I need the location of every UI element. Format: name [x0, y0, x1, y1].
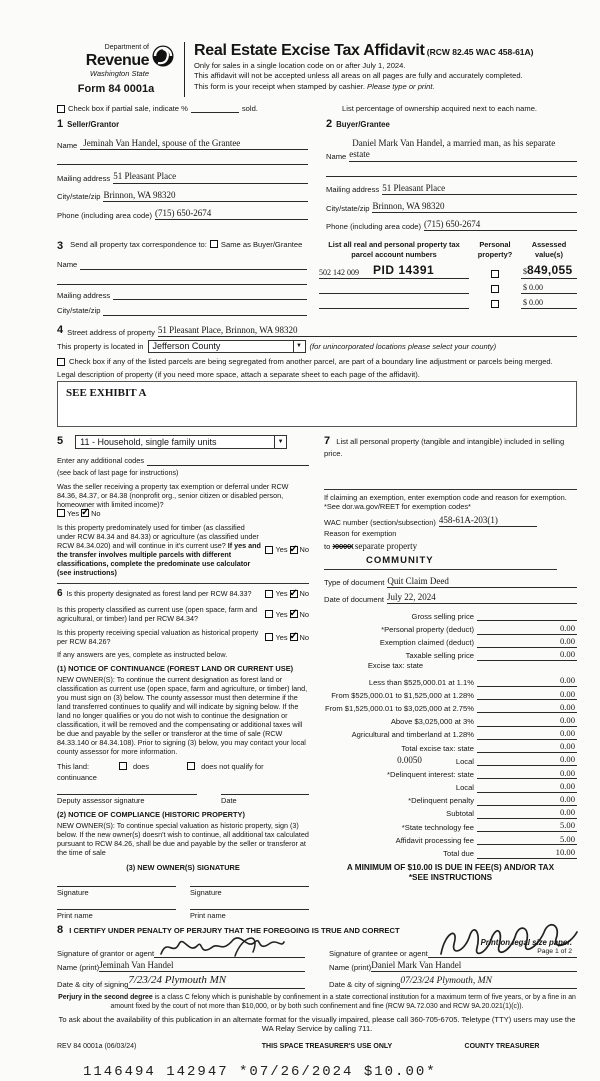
tax-row-label: Total due: [443, 849, 474, 859]
corr-mailing-field[interactable]: [113, 291, 307, 300]
tax-row-value[interactable]: 0.00: [477, 623, 577, 635]
tax-row-value[interactable]: 0.00: [477, 649, 577, 661]
q5-no-checkbox[interactable]: [290, 633, 298, 641]
tax-row-value[interactable]: 0.00: [477, 728, 577, 740]
tax-row-value[interactable]: 0.00: [477, 794, 577, 806]
does-not-checkbox[interactable]: [187, 762, 195, 770]
q2-no-label: No: [299, 545, 309, 555]
dor-logo: [57, 42, 175, 97]
q5-yes-checkbox[interactable]: [265, 633, 273, 641]
date-of-document-value[interactable]: July 22, 2024: [386, 591, 436, 602]
tax-row-label: Local: [455, 783, 474, 793]
type-of-document-label: Type of document: [324, 578, 385, 588]
additional-codes-label: Enter any additional codes: [57, 456, 145, 466]
tax-row-label: Total excise tax: state: [401, 743, 474, 753]
tax-row: [324, 648, 577, 661]
owner-print-name-line-2[interactable]: [190, 909, 309, 920]
local-tax-row: [324, 753, 577, 766]
q2-yes-label: Yes: [275, 545, 288, 555]
timber-ag-question-bold: If yes and the transfer involves multiple parcels with different classifications, complete the predominate use calculator (see instructions): [57, 540, 261, 577]
county-dropdown[interactable]: [148, 340, 306, 353]
tax-row-label: Subtotal: [446, 809, 474, 819]
county-treasurer-label: COUNTY TREASURER: [464, 1042, 540, 1050]
grantor-name-print-value[interactable]: Jeminah Van Handel: [99, 959, 174, 970]
rev-form-code: REV 84 0001a (06/03/24): [57, 1042, 137, 1050]
tax-row: [324, 793, 577, 806]
owner-print-name-label-1: Print name: [57, 911, 93, 921]
q2-yes-checkbox[interactable]: [265, 546, 273, 554]
tax-row-label: Above $3,025,000 at 3%: [390, 717, 474, 727]
q5-yes-label: Yes: [275, 632, 288, 642]
section6-divider: [57, 583, 309, 584]
q3-yes-checkbox[interactable]: [265, 590, 273, 598]
reason-post[interactable]: separate property: [354, 540, 418, 551]
tax-row-label: From $1,525,000.01 to $3,025,000 at 2.75%: [324, 703, 474, 713]
buyer-phone-label: Phone (including area code): [326, 221, 421, 231]
tax-row: [324, 621, 577, 634]
buyer-section-title: Buyer/Grantee: [336, 120, 390, 130]
seller-name-label: Name: [57, 140, 78, 150]
corr-name-field[interactable]: [80, 261, 307, 270]
tax-row-label: *Personal property (deduct): [381, 625, 474, 635]
seller-section-title: Seller/Grantor: [67, 120, 120, 130]
grantee-name-print-value[interactable]: Daniel Mark Van Handel: [371, 959, 462, 970]
tax-row-value[interactable]: 0.00: [477, 636, 577, 648]
this-land-label: This land:: [57, 761, 90, 771]
tax-computation-table: [324, 608, 577, 858]
personal-property-checkbox-2[interactable]: [491, 285, 499, 293]
reason-pre: to: [324, 541, 331, 551]
tax-correspondence-section: [57, 240, 307, 315]
segregated-checkbox[interactable]: [57, 358, 65, 366]
tax-row-label: Taxable selling price: [405, 651, 474, 661]
partial-sale-sold-label: sold.: [241, 103, 258, 113]
washington-state-label: Washington State: [89, 68, 149, 78]
form-number: Form 84 0001a: [77, 83, 155, 96]
grantor-name-print-label: Name (print): [57, 962, 100, 972]
does-checkbox[interactable]: [119, 762, 127, 770]
tax-row-label: Exemption claimed (deduct): [379, 638, 474, 648]
partial-sale-percent-field[interactable]: [191, 112, 239, 113]
perjury-note: is a class C felony which is punishable by confinement in a state correctional institution for a maximum term of five years, or by a fine in an amount fixed by the court of not more than $10,000, or by both such confinement and fine (RCW 9A.72.030 and RCW 9A.20.021(1)(c)).: [110, 994, 576, 1010]
section8-number: 8: [57, 924, 64, 937]
tax-row-value[interactable]: 0.00: [477, 781, 577, 793]
legal-description-label: Legal description of property (if you need more space, attach a separate sheet to each page of the affidavit).: [57, 369, 420, 379]
buyer-city-label: City/state/zip: [326, 203, 370, 213]
tax-row: [324, 674, 577, 687]
treasurer-receipt-stamp: 1146494 142947 *07/26/2024 $10.00*: [83, 1063, 437, 1080]
notice-continuance-body: NEW OWNER(S): To continue the current designation as forest land or classification as current use (open space, farm and agriculture, or timber) land, you must sign on (3) below. The county assessor must then determine if the land transferred continues to qualify and will indicate by signing below. If the land no longer qualifies or you do not wish to continue the designation or classification, it will be removed and the compensating or additional taxes will be due and payable by the seller or transferor at the time of sale (RCW 84.33.140 or 84.34.108). Prior to signing (3) below, you may contact your local county assessor for more information.: [57, 674, 308, 756]
form-header: [57, 42, 577, 97]
seller-mailing-label: Mailing address: [57, 174, 111, 184]
owner-print-name-label-2: Print name: [190, 911, 226, 921]
does-not-label: does not qualify for: [201, 761, 264, 771]
reason-insert-community[interactable]: COMMUNITY: [366, 554, 434, 566]
local-label: Local: [455, 756, 474, 766]
q4-yes-label: Yes: [275, 609, 288, 619]
certify-statement: I CERTIFY UNDER PENALTY OF PERJURY THAT THE FOREGOING IS TRUE AND CORRECT: [69, 926, 400, 936]
perjury-note-bold: Perjury in the second degree: [58, 994, 153, 1002]
date-of-document-label: Date of document: [324, 594, 384, 604]
street-address-label: Street address of property: [67, 327, 155, 337]
parcel-number-1[interactable]: 502 142 009: [319, 267, 359, 277]
notice-continuance-title: (1) NOTICE OF CONTINUANCE (FOREST LAND OR CURRENT USE): [57, 664, 294, 674]
additional-codes-field[interactable]: [147, 457, 309, 466]
if-yes-instruction: If any answers are yes, complete as instructed below.: [57, 650, 228, 660]
seller-mailing-value[interactable]: 51 Pleasant Place: [113, 171, 177, 182]
notice-compliance-title: (2) NOTICE OF COMPLIANCE (HISTORIC PROPERTY): [57, 810, 245, 820]
corr-name-label: Name: [57, 260, 78, 270]
header-note-3: This form is your receipt when stamped by cashier.: [194, 81, 368, 91]
tax-row-value[interactable]: 0.00: [477, 675, 577, 687]
seller-phone-label: Phone (including area code): [57, 210, 152, 220]
tax-row-value[interactable]: 0.00: [477, 741, 577, 753]
tax-row: [324, 700, 577, 713]
tax-row-label: Gross selling price: [411, 611, 474, 621]
assessed-values-header: Assessed value(s): [531, 240, 567, 259]
personal-property-checkbox-1[interactable]: [491, 270, 499, 278]
buyer-name-extra-line[interactable]: [326, 168, 577, 177]
tax-row-label: From $525,000.01 to $1,525,000 at 1.28%: [331, 690, 474, 700]
segregated-label: Check box if any of the listed parcels are being segregated from another parcel, are part of a boundary line adjustment or parcels being merged.: [69, 357, 553, 367]
assessed-value-1[interactable]: 849,055: [527, 262, 573, 277]
q1-no-checkbox[interactable]: [81, 509, 89, 517]
forest-land-question: Is this property designated as forest land per RCW 84.33?: [66, 588, 252, 598]
land-use-dropdown-arrow-icon[interactable]: ▼: [274, 436, 286, 448]
seller-name-extra-line[interactable]: [57, 156, 308, 165]
historical-property-question: Is this property receiving special valuation as historical property per RCW 84.26?: [57, 628, 259, 647]
tax-row: [324, 819, 577, 832]
q3-no-label: No: [299, 589, 309, 599]
grantee-date-city-label: Date & city of signing: [329, 979, 401, 989]
tax-row-label: *Delinquent interest: state: [387, 769, 474, 779]
section7-label: List all personal property (tangible and intangible) included in selling price.: [324, 437, 565, 459]
tax-row: [324, 740, 577, 753]
reason-underline: [324, 569, 557, 570]
excise-tax-state-header: Excise tax: state: [367, 660, 424, 670]
section5-number: 5: [57, 435, 64, 448]
tax-row: [324, 687, 577, 700]
tax-row: [324, 832, 577, 845]
personal-property-checkbox-3[interactable]: [491, 300, 499, 308]
grantee-date-city-value[interactable]: 07/23/24 Plymouth, MN: [400, 976, 492, 987]
tax-row-label: Agricultural and timberland at 1.28%: [351, 730, 474, 740]
treasurer-use-only-label: THIS SPACE TREASURER'S USE ONLY: [261, 1042, 393, 1050]
tax-row-label: *Delinquent penalty: [408, 796, 474, 806]
tax-row: [324, 779, 577, 792]
grantor-date-city-value[interactable]: 7/23/24 Plymouth MN: [128, 974, 227, 987]
street-address-value[interactable]: 51 Pleasant Place, Brinnon, WA 98320: [157, 325, 298, 336]
tax-row-value[interactable]: 0.00: [477, 807, 577, 819]
section7-number: 7: [324, 435, 331, 448]
q3-yes-label: Yes: [275, 589, 288, 599]
tax-row: [324, 608, 577, 621]
seller-city-label: City/state/zip: [57, 192, 101, 202]
corr-mailing-label: Mailing address: [57, 290, 111, 300]
seller-city-value[interactable]: Brinnon, WA 98320: [103, 189, 176, 200]
assessed-currency-1: $: [523, 266, 527, 276]
right-column: [324, 435, 577, 920]
section4-number: 4: [57, 323, 64, 336]
q3-no-checkbox[interactable]: [290, 590, 298, 598]
buyer-name-label: Name: [326, 152, 347, 162]
form-rcw: (RCW 82.45 WAC 458-61A): [426, 47, 534, 57]
legal-description-value: SEE EXHIBIT A: [66, 387, 147, 400]
located-in-note: (for unincorporated locations please select your county): [309, 342, 497, 352]
section3-label: Send all property tax correspondence to:: [70, 240, 207, 250]
tax-row-value[interactable]: 0.00: [477, 715, 577, 727]
owner-signature-line-2[interactable]: [190, 886, 309, 897]
q1-no-label: No: [91, 508, 101, 518]
deputy-assessor-label: Deputy assessor signature: [57, 796, 145, 806]
grantee-signature-label: Signature of grantee or agent: [329, 948, 428, 958]
owner-signature-label-1: Signature: [57, 887, 89, 897]
same-as-buyer-label: Same as Buyer/Grantee: [220, 240, 303, 250]
minimum-due-note: A MINIMUM OF $10.00 IS DUE IN FEE(S) AND/OR TAX: [346, 862, 555, 872]
tax-row-value[interactable]: [477, 620, 577, 621]
continuance-label: continuance: [57, 772, 97, 782]
does-label: does: [133, 761, 150, 771]
partial-sale-label: Check box if partial sale, indicate %: [68, 103, 188, 113]
local-tax-value[interactable]: 0.00: [477, 754, 577, 766]
dor-swirl-icon: [151, 44, 175, 68]
buyer-mailing-value[interactable]: 51 Pleasant Place: [382, 182, 446, 193]
q2-no-checkbox[interactable]: [290, 546, 298, 554]
current-use-question: Is this property classified as current use (open space, farm and agricultural, or timber) land per RCW 84.34?: [57, 605, 258, 624]
exemption-divider: [324, 489, 577, 490]
q1-yes-checkbox[interactable]: [57, 509, 65, 517]
see-instructions-note: *SEE INSTRUCTIONS: [408, 872, 493, 882]
alternate-format-note: To ask about the availability of this publication in an alternate format for the visually impaired, please call 360-705-6705. Teletype (TTY) users may use the WA Relay Service by calling 711.: [58, 1014, 576, 1034]
same-as-buyer-checkbox[interactable]: [210, 240, 218, 248]
print-legal-size-note: Print on legal size paper.: [480, 938, 572, 947]
parcel-pid-stamp: PID 14391: [373, 262, 435, 277]
corr-name-extra-line[interactable]: [57, 276, 307, 285]
tax-row-value[interactable]: 5.00: [477, 834, 577, 846]
tax-row-label: *State technology fee: [401, 822, 474, 832]
page-number: Page 1 of 2: [537, 947, 572, 955]
parcel-list: [319, 240, 577, 315]
property-section: [57, 324, 577, 428]
grantor-signature-label: Signature of grantor or agent: [57, 948, 155, 958]
local-rate-value[interactable]: 0.0050: [397, 754, 422, 765]
seller-name-value[interactable]: Jeminah Van Handel, spouse of the Grantee: [83, 138, 241, 149]
tax-row-value[interactable]: 0.00: [477, 702, 577, 714]
grantee-name-print-label: Name (print): [329, 962, 372, 972]
county-dropdown-value: Jefferson County: [152, 341, 221, 352]
dept-of-label: Department of: [104, 44, 149, 51]
assessed-value-2[interactable]: $ 0.00: [523, 282, 543, 292]
exemption-note: If claiming an exemption, enter exemption code and reason for exemption. *See dor.wa.gov/REET for exemption codes*: [324, 492, 567, 511]
tax-row-label: Affidavit processing fee: [395, 835, 474, 845]
tax-row: [324, 766, 577, 779]
personal-property-header: Personal property?: [477, 240, 513, 259]
header-note-2: This affidavit will not be accepted unless all areas on all pages are fully and accurately completed.: [194, 71, 523, 81]
reason-exemption-label: Reason for exemption: [324, 529, 397, 539]
buyer-phone-value[interactable]: (715) 650-2674: [424, 219, 481, 230]
corr-city-field[interactable]: [103, 307, 307, 316]
partial-sale-checkbox[interactable]: [57, 105, 65, 113]
see-back-note: (see back of last page for instructions): [57, 467, 179, 477]
deputy-date-line[interactable]: [221, 794, 309, 805]
tax-row-value[interactable]: 0.00: [477, 768, 577, 780]
owner-signature-label-2: Signature: [190, 887, 222, 897]
tax-row: [324, 727, 577, 740]
wac-number-label: WAC number (section/subsection): [324, 518, 436, 528]
new-owners-signature-title: (3) NEW OWNER(S) SIGNATURE: [126, 862, 240, 872]
q4-no-checkbox[interactable]: [290, 610, 298, 618]
header-note-3-italic: Please type or print.: [367, 81, 435, 91]
corr-city-label: City/state/zip: [57, 306, 101, 316]
legal-description-box[interactable]: [57, 381, 577, 427]
parcel-number-3-field[interactable]: [319, 308, 469, 309]
exemption-deferral-question: Was the seller receiving a property tax exemption or deferral under RCW 84.36, 84.37, or 84.38 (nonprofit org., senior citizen or disabled person, homeowner with limited income)?: [57, 481, 289, 509]
deputy-date-label: Date: [221, 796, 237, 806]
section6-number: 6: [57, 587, 63, 599]
form-title: Real Estate Excise Tax Affidavit: [194, 42, 425, 59]
deputy-assessor-signature-line[interactable]: [57, 794, 197, 805]
tax-row: [324, 713, 577, 726]
parcel-number-2-field[interactable]: [319, 293, 469, 294]
buyer-name-value[interactable]: Daniel Mark Van Handel, a married man, as his separate estate: [349, 138, 556, 160]
q1-yes-label: Yes: [67, 508, 80, 518]
land-use-dropdown-value: 11 - Household, single family units: [80, 436, 217, 447]
wac-number-value[interactable]: 458-61A-203(1): [438, 515, 498, 526]
seller-section-number: 1: [57, 118, 64, 131]
header-divider: [184, 42, 185, 97]
located-in-label: This property is located in: [57, 342, 144, 352]
owner-signature-line-1[interactable]: [57, 886, 176, 897]
tax-row-label: Less than $525,000.01 at 1.1%: [368, 677, 474, 687]
revenue-wordmark: Revenue: [85, 51, 149, 69]
tax-row: [324, 635, 577, 648]
section3-number: 3: [57, 240, 64, 253]
seller-phone-value[interactable]: (715) 650-2674: [155, 207, 212, 218]
grantor-signature-scribble: [157, 930, 287, 960]
parcel-numbers-header: List all real and personal property tax parcel account numbers: [328, 240, 460, 259]
assessed-value-3[interactable]: $ 0.00: [523, 297, 543, 307]
notice-compliance-body: NEW OWNER(S): To continue special valuation as historic property, sign (3) below. If the new owner(s) doesn't wish to continue, all additional tax calculated pursuant to RCW 84.26, shall be due and payable by the seller or transferor at the time of sale: [57, 820, 309, 857]
grantor-date-city-label: Date & city of signing: [57, 979, 129, 989]
reason-struck-text: XXXXX: [332, 541, 353, 551]
tax-row-value[interactable]: 5.00: [477, 820, 577, 832]
header-note-1: Only for sales in a single location code on or after July 1, 2024.: [194, 60, 406, 70]
timber-ag-question: Is this property predominately used for timber (as classified under RCW 84.34 and 84.33) or agriculture (as classified under RCW 84.34.020) and will continue in it's current use?: [57, 522, 259, 550]
tax-row: [324, 845, 577, 858]
ownership-note: List percentage of ownership acquired next to each name.: [342, 103, 538, 113]
owner-print-name-line-1[interactable]: [57, 909, 176, 920]
buyer-mailing-label: Mailing address: [326, 185, 380, 195]
buyer-section: [326, 118, 577, 231]
seller-section: [57, 118, 308, 231]
tax-row-value[interactable]: 10.00: [477, 847, 577, 859]
buyer-city-value[interactable]: Brinnon, WA 98320: [372, 200, 445, 211]
tax-row-value[interactable]: 0.00: [477, 689, 577, 701]
certification-section: [57, 924, 577, 989]
q5-no-label: No: [299, 632, 309, 642]
tax-row: [324, 806, 577, 819]
left-column: [57, 435, 309, 920]
type-of-document-value[interactable]: Quit Claim Deed: [387, 575, 449, 586]
land-use-dropdown[interactable]: [75, 435, 287, 449]
q4-yes-checkbox[interactable]: [265, 610, 273, 618]
dropdown-arrow-icon[interactable]: ▼: [293, 341, 305, 352]
q4-no-label: No: [299, 609, 309, 619]
buyer-section-number: 2: [326, 118, 333, 131]
